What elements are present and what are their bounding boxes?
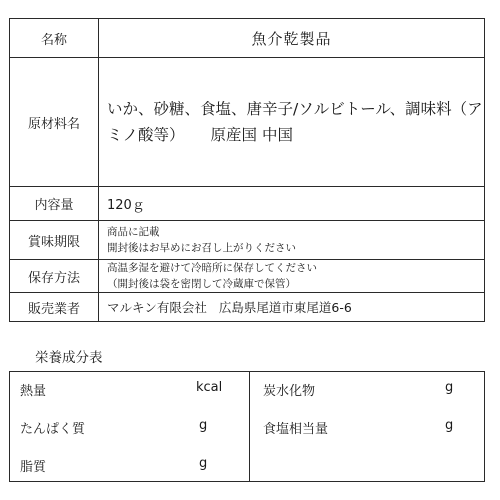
nutrition-unit: g (445, 418, 454, 433)
nutrition-unit: g (199, 456, 208, 471)
row-key-best-before: 賞味期限 (10, 221, 99, 260)
row-key-storage: 保存方法 (10, 260, 99, 293)
row-value-best-before (99, 221, 485, 260)
origin-value: 中国 (261, 126, 293, 144)
row-key-volume: 内容量 (10, 187, 99, 221)
product-label-table (9, 18, 485, 322)
seller-address: 広島県尾道市東尾道6-6 (218, 300, 352, 315)
nutrition-label: 食塩相当量 (263, 422, 329, 437)
table-row (10, 260, 485, 293)
best-before-line-2: 開封後はお早めにお召し上がりください (107, 242, 296, 254)
row-value-ingredients (99, 58, 485, 187)
storage-line-1: 高温多湿を避けて冷暗所に保存してください (107, 262, 317, 274)
table-row (10, 221, 485, 260)
row-value-volume: 120ｇ (99, 187, 485, 221)
seller-company: マルキン有限会社 (107, 300, 207, 315)
nutrition-unit: g (199, 418, 208, 433)
row-value-name: 魚介乾製品 (99, 19, 485, 58)
row-value-seller (99, 293, 485, 322)
table-row (10, 58, 485, 187)
nutrition-label: 炭水化物 (263, 384, 316, 399)
row-value-storage (99, 260, 485, 293)
best-before-line-1: 商品に記載 (107, 226, 160, 238)
ingredients-text: いか、砂糖、食塩、唐辛子/ソルビトール、調味料（アミノ酸等） (107, 100, 483, 144)
nutrition-table (9, 371, 485, 482)
nutrition-label: 熱量 (20, 384, 47, 399)
storage-line-2: （開封後は袋を密閉して冷蔵庫で保管） (107, 278, 296, 290)
table-row (10, 19, 485, 58)
row-key-ingredients: 原材料名 (10, 58, 99, 187)
table-row (10, 293, 485, 322)
row-key-seller: 販売業者 (10, 293, 99, 322)
origin-label: 原産国 (210, 126, 258, 144)
nutrition-divider (249, 372, 250, 481)
nutrition-label: 脂質 (20, 460, 47, 475)
nutrition-title: 栄養成分表 (35, 350, 103, 366)
row-key-name: 名称 (10, 19, 99, 58)
nutrition-label: たんぱく質 (20, 422, 86, 437)
table-row (10, 187, 485, 221)
nutrition-unit: g (445, 380, 454, 395)
nutrition-unit: kcal (196, 380, 223, 395)
